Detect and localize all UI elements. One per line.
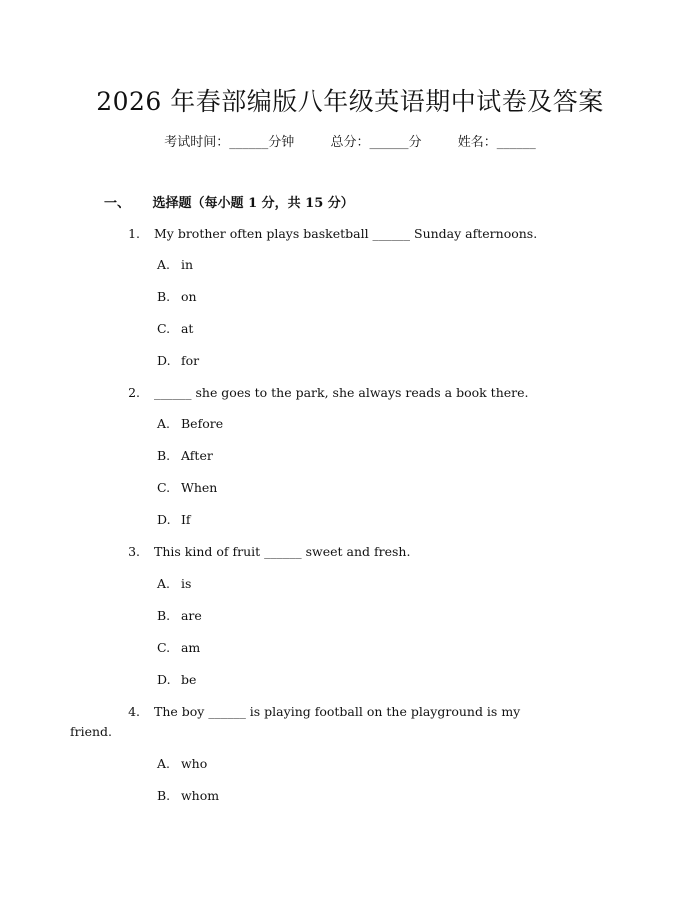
option-letter: C.	[157, 321, 171, 336]
option	[157, 448, 213, 463]
option-letter: A.	[157, 257, 171, 272]
option	[157, 788, 219, 803]
option-text: is	[180, 576, 192, 591]
exam-time-field: 考试时间：______分钟	[164, 135, 295, 150]
question-number: 3.	[128, 544, 140, 559]
option-text: After	[180, 448, 213, 463]
question-text: This kind of fruit ______ sweet and fresh.	[154, 544, 411, 559]
option-letter: A.	[157, 756, 171, 771]
option-letter: B.	[157, 448, 171, 463]
question-text-continued: friend.	[70, 724, 113, 739]
option-text: am	[180, 640, 201, 655]
option	[157, 321, 193, 336]
option	[157, 416, 223, 431]
exam-meta	[0, 131, 700, 150]
option-text: on	[180, 289, 197, 304]
option-letter: D.	[157, 512, 171, 527]
question-number: 4.	[128, 704, 140, 719]
option	[157, 480, 217, 495]
option-text: If	[180, 512, 191, 527]
question-text: My brother often plays basketball ______ Sunday afternoons.	[154, 226, 538, 241]
option-text: who	[180, 756, 208, 771]
option	[157, 576, 191, 591]
option-letter: C.	[157, 640, 171, 655]
option-letter: B.	[157, 289, 171, 304]
option-text: be	[180, 672, 197, 687]
option-letter: D.	[157, 353, 171, 368]
option	[157, 353, 199, 368]
question-number: 1.	[128, 226, 140, 241]
option-text: When	[180, 480, 218, 495]
option	[157, 756, 207, 771]
option-letter: B.	[157, 788, 171, 803]
section-number: 一、	[104, 196, 131, 211]
option-text: Before	[180, 416, 224, 431]
option	[157, 512, 191, 527]
option-text: for	[180, 353, 200, 368]
question-text: The boy ______ is playing football on the playground is my	[154, 704, 521, 719]
option-letter: C.	[157, 480, 171, 495]
page-title: 2026 年春部编版八年级英语期中试卷及答案	[96, 87, 604, 116]
student-name-field: 姓名：______	[457, 135, 536, 150]
option-text: whom	[180, 788, 220, 803]
option	[157, 640, 200, 655]
option	[157, 672, 196, 687]
option-letter: B.	[157, 608, 171, 623]
option	[157, 608, 202, 623]
total-score-field: 总分：______分	[330, 135, 422, 150]
option-letter: D.	[157, 672, 171, 687]
section-heading	[104, 192, 354, 211]
section-title: 选择题（每小题 1 分，共 15 分）	[152, 196, 354, 211]
option	[157, 289, 197, 304]
option-text: at	[180, 321, 194, 336]
option-letter: A.	[157, 576, 171, 591]
option-text: are	[180, 608, 202, 623]
question-number: 2.	[128, 385, 140, 400]
option	[157, 257, 193, 272]
question-text: ______ she goes to the park, she always reads a book there.	[154, 385, 529, 400]
option-text: in	[180, 257, 194, 272]
option-letter: A.	[157, 416, 171, 431]
